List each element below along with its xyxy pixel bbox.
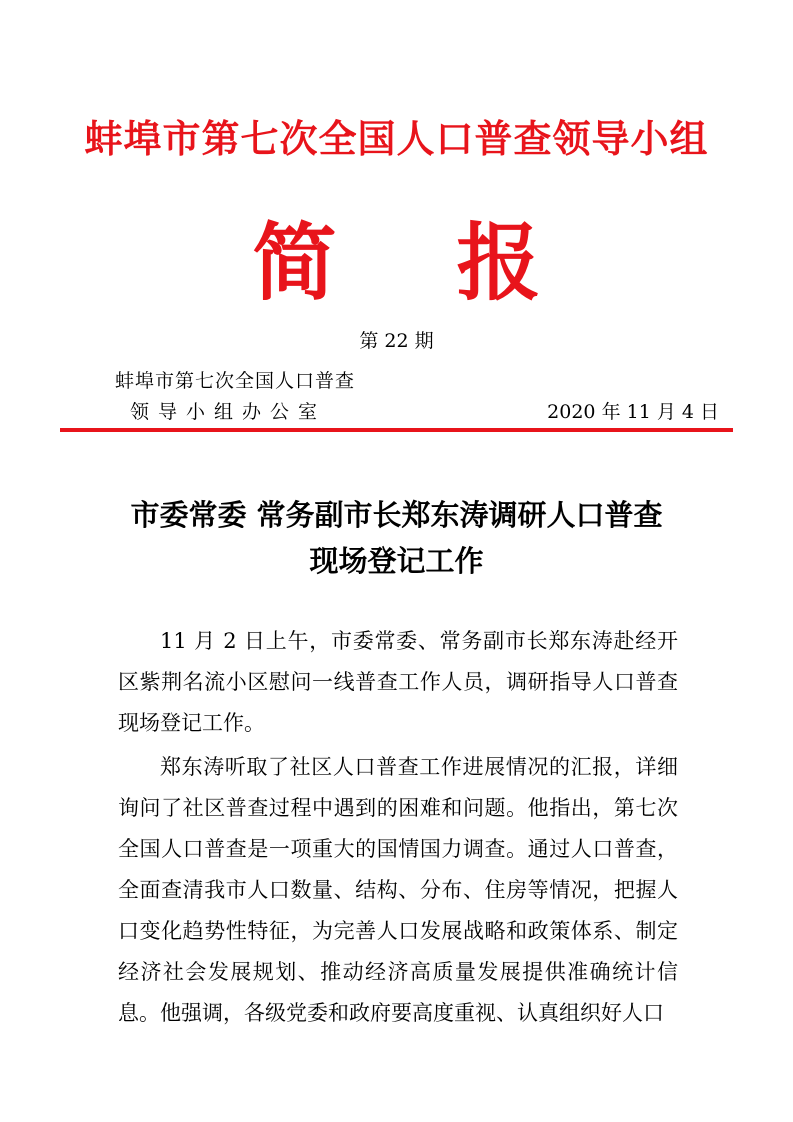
issue-number: 第 22 期 — [359, 330, 434, 352]
issuer-line-2: 领导小组办公室 — [130, 401, 327, 423]
issuer-line-1: 蚌埠市第七次全国人口普查 — [115, 370, 356, 392]
article-paragraph: 郑东涛听取了社区人口普查工作进展情况的汇报，详细询问了社区普查过程中遇到的困难和问题。他指出，第七次全国人口普查是一项重大的国情国力调查。通过人口普查，全面查清我市人口数量、结构、分布、住房等情况，把握人口变化趋势性特征，为完善人口发展战略和政策体系、制定经济社会发展规划、推动经济高质量发展提供准确统计信息。他强调，各级党委和政府要高度重视、认真组织好人口 — [118, 755, 678, 1025]
article-title-line-1: 市委常委 常务副市长郑东涛调研人口普查 — [130, 498, 663, 532]
article-body — [118, 621, 678, 1034]
article-title-line-2: 现场登记工作 — [309, 544, 484, 578]
org-title: 蚌埠市第七次全国人口普查领导小组 — [84, 116, 709, 161]
article-title — [60, 492, 733, 584]
article-paragraph: 11 月 2 日上午，市委常委、常务副市长郑东涛赴经开区紫荆名流小区慰问一线普查工作人员，调研指导人口普查现场登记工作。 — [118, 629, 678, 735]
brief-title: 简报 — [252, 213, 661, 312]
red-divider — [60, 428, 733, 432]
issue-date: 2020 年 11 月 4 日 — [547, 401, 719, 423]
